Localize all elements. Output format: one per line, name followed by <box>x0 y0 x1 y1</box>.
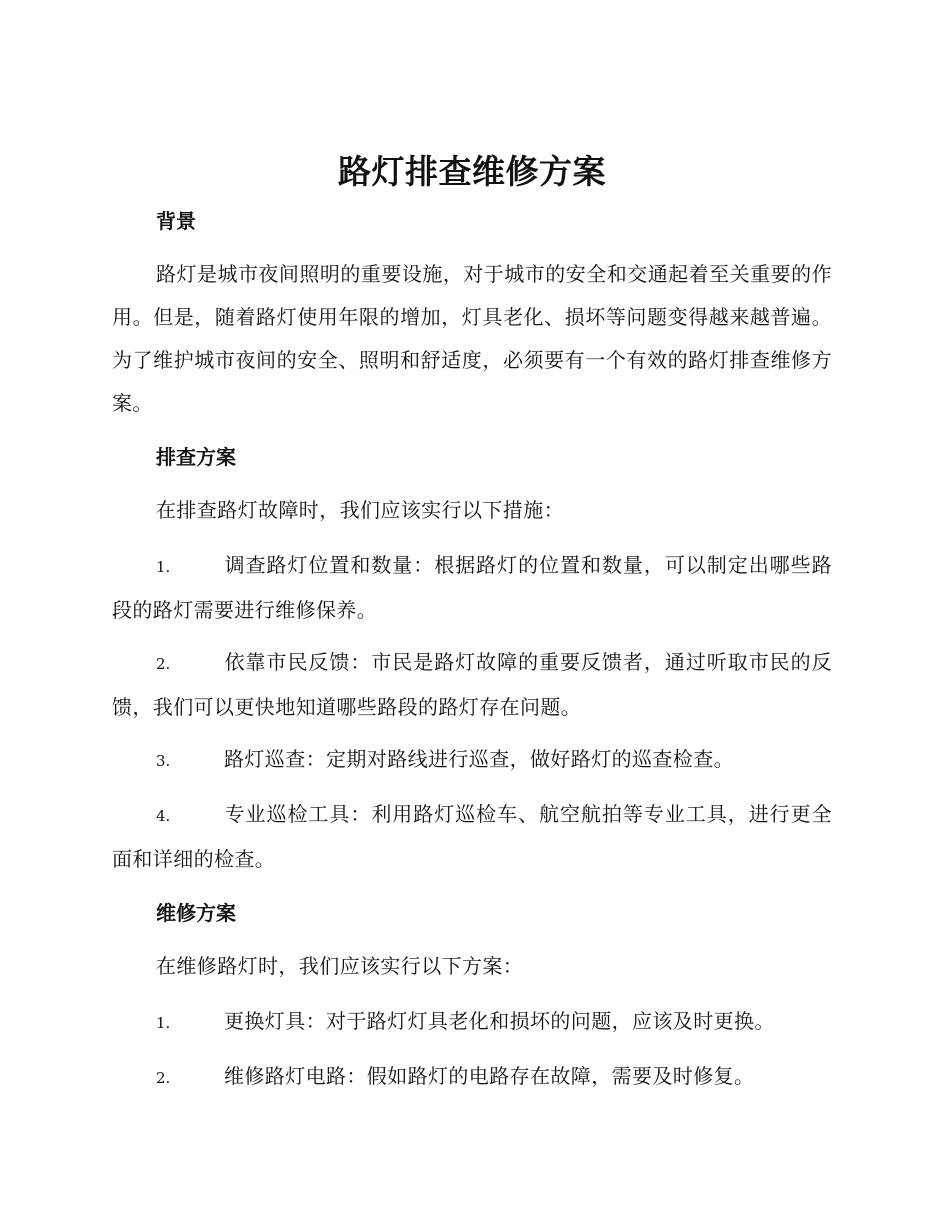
document-page <box>112 0 832 1230</box>
background-paragraph: 路灯是城市夜间照明的重要设施，对于城市的安全和交通起着至关重要的作用。但是，随着路灯使用年限的增加，灯具老化、损坏等问题变得越来越普遍。为了维护城市夜间的安全、照明和舒适度，必须要有一个有效的路灯排查维修方案。 <box>112 262 832 415</box>
list-item-number: 3. <box>156 752 171 770</box>
list-item <box>112 544 832 632</box>
list-item-number: 4. <box>156 807 171 825</box>
list-item-text: 调查路灯位置和数量：根据路灯的位置和数量，可以制定出哪些路段的路灯需要进行维修保养。 <box>112 553 832 622</box>
list-item <box>112 641 832 729</box>
list-item-number: 2. <box>156 1069 171 1087</box>
section-heading-repair: 维修方案 <box>156 901 236 925</box>
repair-intro: 在维修路灯时，我们应该实行以下方案： <box>156 954 524 978</box>
list-item-number: 2. <box>156 655 171 673</box>
list-item <box>112 1000 832 1045</box>
list-item-text: 维修路灯电路：假如路灯的电路存在故障，需要及时修复。 <box>224 1064 755 1088</box>
list-item-number: 1. <box>156 558 171 576</box>
list-item <box>112 738 832 783</box>
list-item-text: 依靠市民反馈：市民是路灯故障的重要反馈者，通过听取市民的反馈，我们可以更快地知道哪些路段的路灯存在问题。 <box>112 650 832 719</box>
list-item <box>112 1055 832 1100</box>
list-item-text: 专业巡检工具：利用路灯巡检车、航空航拍等专业工具，进行更全面和详细的检查。 <box>112 802 832 871</box>
list-item-text: 更换灯具：对于路灯灯具老化和损坏的问题，应该及时更换。 <box>224 1009 775 1033</box>
document-title: 路灯排查维修方案 <box>338 152 606 191</box>
section-heading-inspection: 排查方案 <box>156 445 236 469</box>
list-item-text: 路灯巡查：定期对路线进行巡查，做好路灯的巡查检查。 <box>224 747 734 771</box>
list-item <box>112 793 832 881</box>
inspection-intro: 在排查路灯故障时，我们应该实行以下措施： <box>156 498 564 522</box>
section-heading-background: 背景 <box>156 209 196 233</box>
list-item-number: 1. <box>156 1014 171 1032</box>
